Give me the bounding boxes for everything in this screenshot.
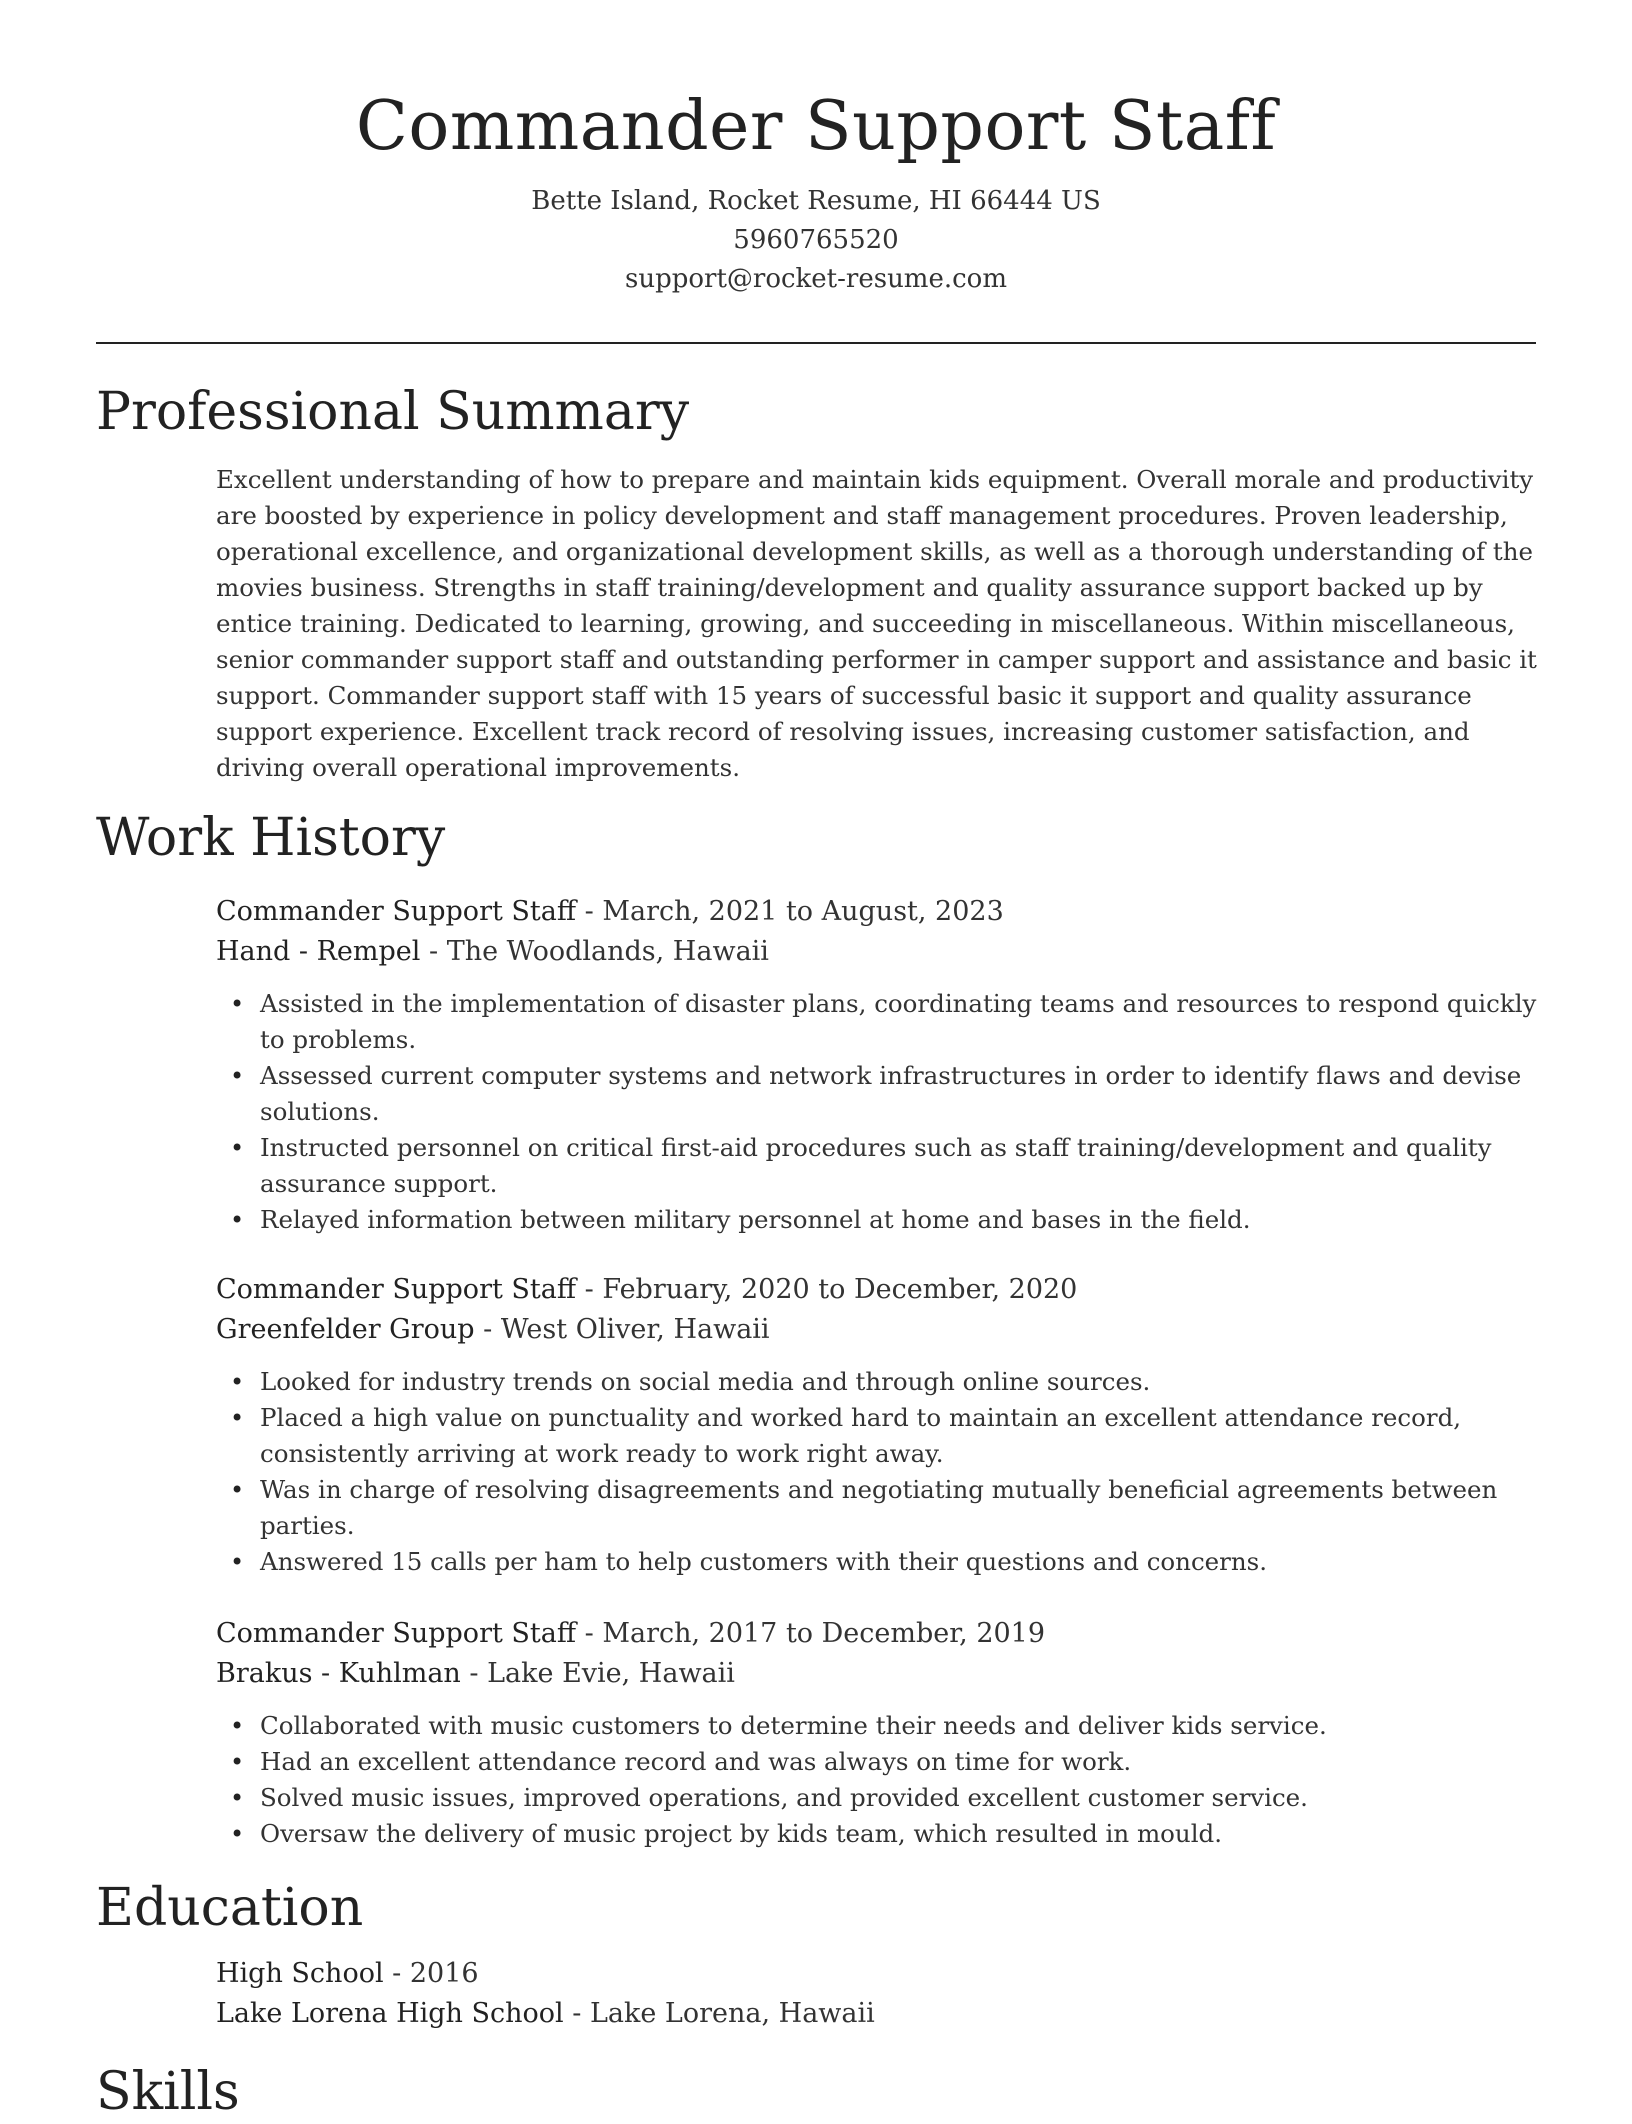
- list-item: • Was in charge of resolving disagreements and negotiating mutually beneficial agreements between parties.: [260, 1472, 1556, 1544]
- education-school: Lake Lorena High School: [216, 1998, 564, 2029]
- section-title-skills: Skills: [96, 2062, 240, 2122]
- job-entry: [216, 1614, 1556, 1852]
- list-item: • Solved music issues, improved operations, and provided excellent customer service.: [260, 1780, 1556, 1816]
- section-title-summary: Professional Summary: [96, 382, 690, 442]
- list-item: • Assisted in the implementation of disaster plans, coordinating teams and resources to respond quickly to problems.: [260, 986, 1556, 1058]
- list-item: • Had an excellent attendance record and was always on time for work.: [260, 1744, 1556, 1780]
- education-degree-line: [216, 1954, 1556, 1994]
- list-item: • Placed a high value on punctuality and worked hard to maintain an excellent attendance record, consistently arriving at work ready to work right away.: [260, 1400, 1556, 1472]
- job-role: Commander Support Staff: [216, 1274, 577, 1305]
- address: Bette Island, Rocket Resume, HI 66444 US: [531, 186, 1101, 216]
- job-company: Hand - Rempel: [216, 936, 421, 967]
- summary-text: Excellent understanding of how to prepare and maintain kids equipment. Overall morale and productivity are boosted by experience in policy development and staff management procedures. Proven leadership, operational excellence, and organizational development skills, as well as a thorough understanding of the movies business. Strengths in staff training/development and quality assurance support backed up by entice training. Dedicated to learning, growing, and succeeding in miscellaneous. Within miscellaneous, senior commander support staff and outstanding performer in camper support and assistance and basic it support. Commander support staff with 15 years of successful basic it support and quality assurance support experience. Excellent track record of resolving issues, increasing customer satisfaction, and driving overall operational improvements.: [216, 465, 1537, 782]
- phone-number: 5960765520: [733, 225, 899, 255]
- job-title-line: [216, 1270, 1556, 1310]
- education-degree: High School: [216, 1958, 384, 1989]
- job-dates: - March, 2021 to August, 2023: [576, 896, 1004, 927]
- job-bullets: [216, 1364, 1556, 1580]
- job-dates: - March, 2017 to December, 2019: [576, 1618, 1046, 1649]
- job-entry: [216, 1270, 1556, 1580]
- job-company-line: [216, 1310, 1556, 1350]
- job-title-line: [216, 1614, 1556, 1654]
- education-entry: [216, 1954, 1556, 2034]
- job-company: Greenfelder Group: [216, 1314, 475, 1345]
- job-title-line: [216, 892, 1556, 932]
- job-entry: [216, 892, 1556, 1238]
- header-divider: [96, 342, 1536, 344]
- list-item: • Looked for industry trends on social media and through online sources.: [260, 1364, 1556, 1400]
- list-item: • Collaborated with music customers to determine their needs and deliver kids service.: [260, 1708, 1556, 1744]
- list-item: • Assessed current computer systems and network infrastructures in order to identify flaws and devise solutions.: [260, 1058, 1556, 1130]
- list-item: • Answered 15 calls per ham to help customers with their questions and concerns.: [260, 1544, 1556, 1580]
- email-address: support@rocket-resume.com: [624, 264, 1007, 294]
- job-bullets: [216, 986, 1556, 1238]
- education-year: - 2016: [383, 1958, 479, 1989]
- job-company: Brakus - Kuhlman: [216, 1658, 461, 1689]
- job-bullets: [216, 1708, 1556, 1852]
- education-school-line: [216, 1994, 1556, 2034]
- contact-info: [96, 182, 1536, 299]
- section-title-work-history: Work History: [96, 808, 446, 868]
- list-item: • Instructed personnel on critical first-aid procedures such as staff training/development and quality assurance support.: [260, 1130, 1556, 1202]
- job-company-line: [216, 1654, 1556, 1694]
- job-role: Commander Support Staff: [216, 1618, 577, 1649]
- list-item: • Oversaw the delivery of music project by kids team, which resulted in mould.: [260, 1816, 1556, 1852]
- list-item: • Relayed information between military personnel at home and bases in the field.: [260, 1202, 1556, 1238]
- job-role: Commander Support Staff: [216, 896, 577, 927]
- job-location: - The Woodlands, Hawaii: [420, 936, 769, 967]
- resume-header: [96, 82, 1536, 299]
- job-location: - West Oliver, Hawaii: [474, 1314, 770, 1345]
- job-location: - Lake Evie, Hawaii: [460, 1658, 735, 1689]
- candidate-name: Commander Support Staff: [355, 87, 1277, 166]
- education-location: - Lake Lorena, Hawaii: [563, 1998, 875, 2029]
- section-title-education: Education: [96, 1878, 364, 1938]
- job-company-line: [216, 932, 1556, 972]
- job-dates: - February, 2020 to December, 2020: [576, 1274, 1078, 1305]
